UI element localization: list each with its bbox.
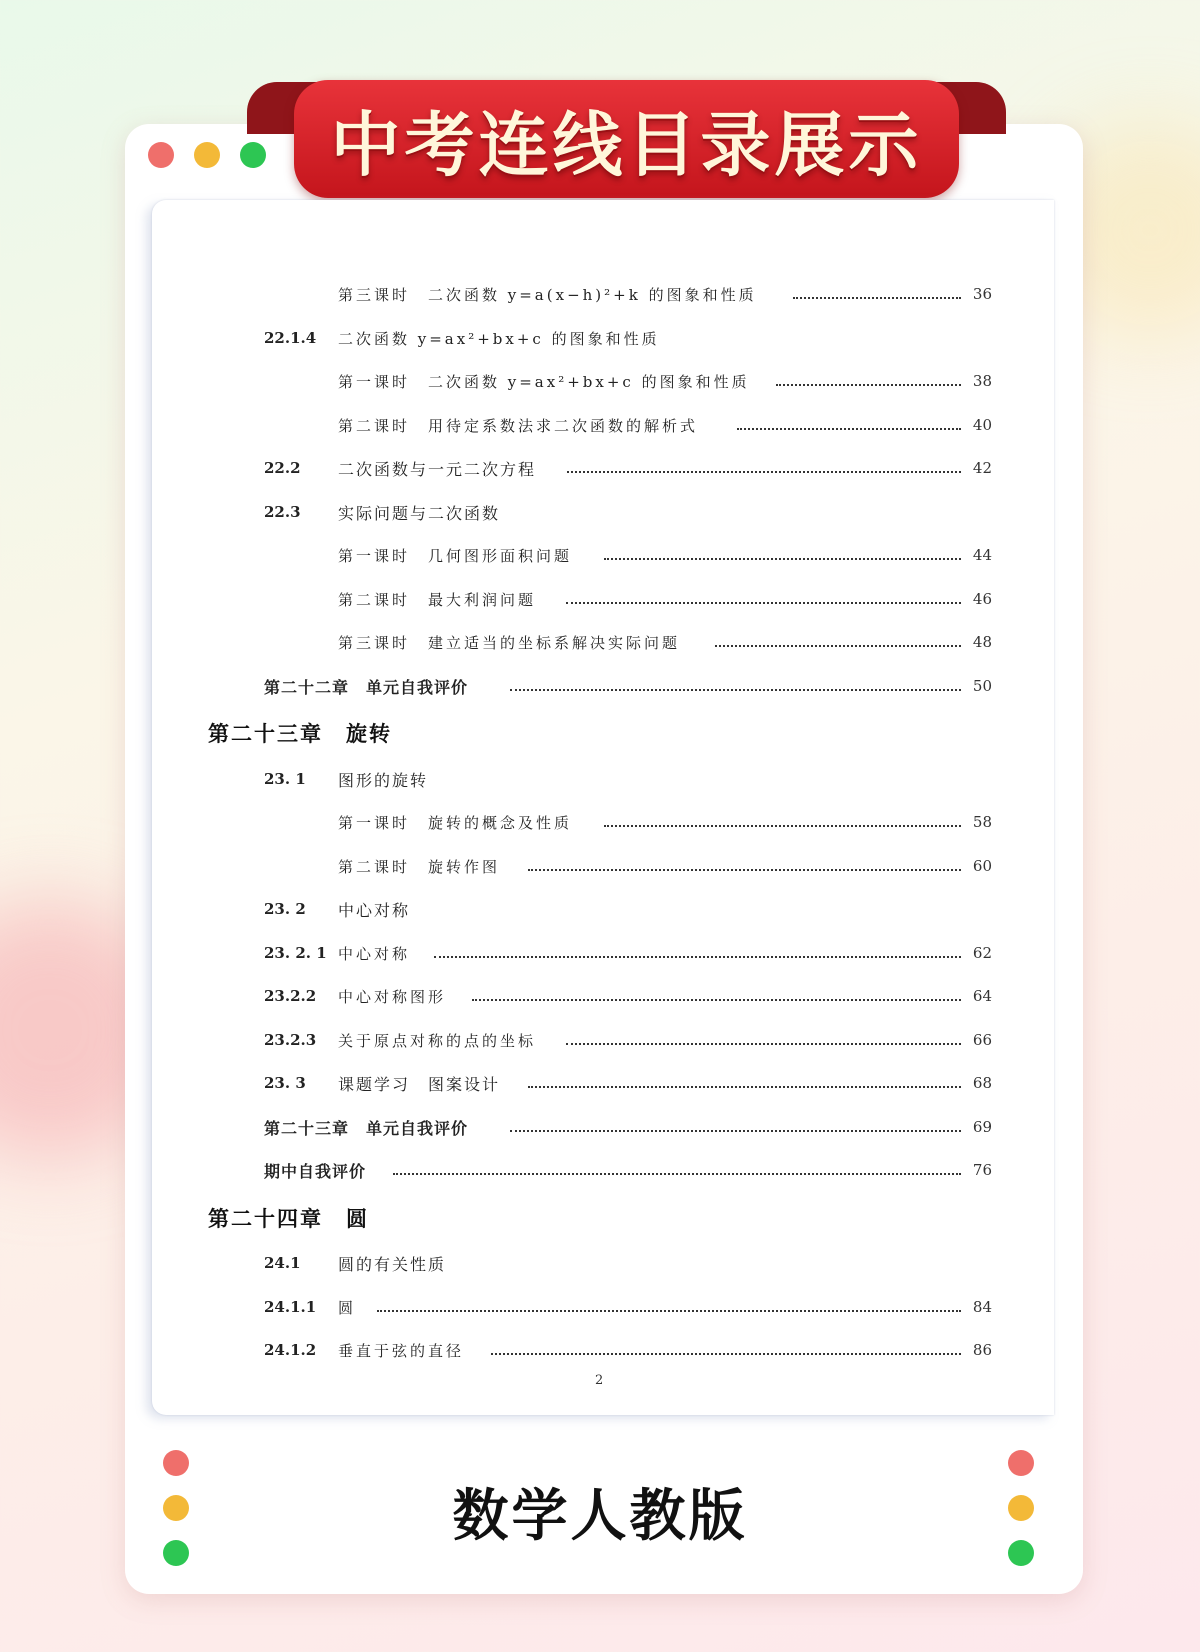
section-number: 23. 3 bbox=[264, 1074, 306, 1092]
section-number: 22.2 bbox=[264, 459, 301, 477]
toc-row bbox=[0, 937, 1200, 969]
toc-row bbox=[0, 806, 1200, 838]
toc-row bbox=[0, 1111, 1200, 1143]
dot-leader bbox=[510, 689, 961, 691]
dot-leader bbox=[793, 297, 961, 299]
toc-entry-page: 60 bbox=[972, 857, 992, 875]
toc-entry-title: 第三课时 二次函数 y=a(x−h)²+k 的图象和性质 bbox=[338, 285, 757, 304]
section-number: 24.1 bbox=[264, 1254, 301, 1272]
section-number: 22.1.4 bbox=[264, 329, 317, 347]
toc-entry-title: 第二十二章 单元自我评价 bbox=[264, 677, 469, 697]
section-number: 22.3 bbox=[264, 503, 301, 521]
toc-entry-title: 圆的有关性质 bbox=[338, 1254, 447, 1274]
toc-row bbox=[0, 539, 1200, 571]
chapter-heading: 第二十三章 旋转 bbox=[208, 722, 392, 746]
toc-entry-page: 48 bbox=[972, 633, 992, 651]
toc-entry-page: 64 bbox=[972, 987, 992, 1005]
toc-entry-page: 40 bbox=[972, 416, 992, 434]
toc-entry-page: 76 bbox=[972, 1161, 992, 1179]
dot-leader bbox=[528, 869, 961, 871]
toc-entry-title: 第二课时 旋转作图 bbox=[338, 857, 501, 876]
window-dot-red bbox=[148, 142, 174, 168]
title-banner bbox=[294, 80, 959, 198]
toc-row bbox=[0, 850, 1200, 882]
toc-entry-title: 中心对称 bbox=[338, 944, 411, 963]
dot-leader bbox=[776, 384, 961, 386]
dot-leader bbox=[510, 1130, 961, 1132]
dot-leader bbox=[604, 825, 961, 827]
toc-entry-title: 第二十三章 单元自我评价 bbox=[264, 1118, 469, 1138]
toc-entry-title: 圆 bbox=[338, 1298, 357, 1317]
toc-row bbox=[0, 763, 1200, 795]
toc-entry-title: 第一课时 旋转的概念及性质 bbox=[338, 813, 573, 832]
dot-leader bbox=[566, 1043, 961, 1045]
toc-entry-page: 50 bbox=[972, 677, 992, 695]
toc-entry-title: 垂直于弦的直径 bbox=[338, 1341, 465, 1360]
toc-entry-page: 42 bbox=[972, 459, 992, 477]
toc-row bbox=[0, 1291, 1200, 1323]
section-number: 24.1.2 bbox=[264, 1341, 317, 1359]
subject-label: 数学人教版 bbox=[452, 1484, 748, 1549]
section-number: 23.2.2 bbox=[264, 987, 317, 1005]
toc-entry-title: 期中自我评价 bbox=[264, 1161, 367, 1181]
dot-leader bbox=[737, 428, 961, 430]
dot-leader bbox=[567, 471, 961, 473]
section-number: 23. 2 bbox=[264, 900, 306, 918]
toc-entry-page: 38 bbox=[972, 372, 992, 390]
toc-entry-title: 关于原点对称的点的坐标 bbox=[338, 1031, 537, 1050]
dot-leader bbox=[434, 956, 961, 958]
dot-leader bbox=[566, 602, 961, 604]
toc-entry-title: 第一课时 几何图形面积问题 bbox=[338, 546, 573, 565]
toc-row bbox=[0, 1247, 1200, 1279]
toc-row bbox=[0, 670, 1200, 702]
toc-entry-title: 课题学习 图案设计 bbox=[338, 1074, 501, 1094]
toc-row bbox=[0, 980, 1200, 1012]
toc-entry-title: 第二课时 用待定系数法求二次函数的解析式 bbox=[338, 416, 699, 435]
toc-row bbox=[0, 409, 1200, 441]
dot-leader bbox=[604, 558, 961, 560]
toc-row bbox=[0, 626, 1200, 658]
dot-leader bbox=[377, 1310, 961, 1312]
toc-row bbox=[0, 322, 1200, 354]
banner-title: 中考连线目录展示 bbox=[330, 103, 923, 186]
dot-leader bbox=[528, 1086, 961, 1088]
toc-entry-title: 图形的旋转 bbox=[338, 770, 429, 790]
toc-entry-title: 实际问题与二次函数 bbox=[338, 503, 501, 523]
toc-entry-page: 84 bbox=[972, 1298, 992, 1316]
toc-entry-page: 36 bbox=[972, 285, 992, 303]
toc-entry-page: 66 bbox=[972, 1031, 992, 1049]
toc-entry-page: 68 bbox=[972, 1074, 992, 1092]
toc-row bbox=[0, 365, 1200, 397]
toc-entry-title: 第一课时 二次函数 y=ax²+bx+c 的图象和性质 bbox=[338, 372, 750, 391]
window-dot-yellow bbox=[194, 142, 220, 168]
dot-leader bbox=[472, 999, 961, 1001]
toc-entry-title: 第三课时 建立适当的坐标系解决实际问题 bbox=[338, 633, 681, 652]
toc-entry-title: 中心对称 bbox=[338, 900, 411, 920]
toc-entry-title: 二次函数与一元二次方程 bbox=[338, 459, 537, 479]
toc-row bbox=[0, 1334, 1200, 1366]
toc-entry-page: 44 bbox=[972, 546, 992, 564]
toc-entry-page: 62 bbox=[972, 944, 992, 962]
toc-entry-page: 86 bbox=[972, 1341, 992, 1359]
section-number: 23. 2. 1 bbox=[264, 944, 327, 962]
toc-entry-page: 46 bbox=[972, 590, 992, 608]
toc-entry-title: 第二课时 最大利润问题 bbox=[338, 590, 537, 609]
toc-entry-page: 69 bbox=[972, 1118, 992, 1136]
toc-row bbox=[0, 893, 1200, 925]
toc-row bbox=[0, 1154, 1200, 1186]
dot-leader bbox=[393, 1173, 961, 1175]
section-number: 24.1.1 bbox=[264, 1298, 317, 1316]
section-number: 23. 1 bbox=[264, 770, 306, 788]
chapter-heading: 第二十四章 圆 bbox=[208, 1207, 369, 1231]
toc-entry-title: 二次函数 y=ax²+bx+c 的图象和性质 bbox=[338, 329, 660, 348]
page-number: 2 bbox=[595, 1373, 604, 1388]
chapter-heading-row bbox=[0, 1201, 1200, 1235]
chapter-heading-row bbox=[0, 716, 1200, 750]
toc-row bbox=[0, 278, 1200, 310]
dot-leader bbox=[715, 645, 961, 647]
toc-entry-title: 中心对称图形 bbox=[338, 987, 447, 1006]
toc-row bbox=[0, 1067, 1200, 1099]
toc-entry-page: 58 bbox=[972, 813, 992, 831]
toc-row bbox=[0, 583, 1200, 615]
section-number: 23.2.3 bbox=[264, 1031, 317, 1049]
window-dot-green bbox=[240, 142, 266, 168]
toc-row bbox=[0, 1024, 1200, 1056]
toc-row bbox=[0, 496, 1200, 528]
dot-leader bbox=[491, 1353, 961, 1355]
toc-row bbox=[0, 452, 1200, 484]
